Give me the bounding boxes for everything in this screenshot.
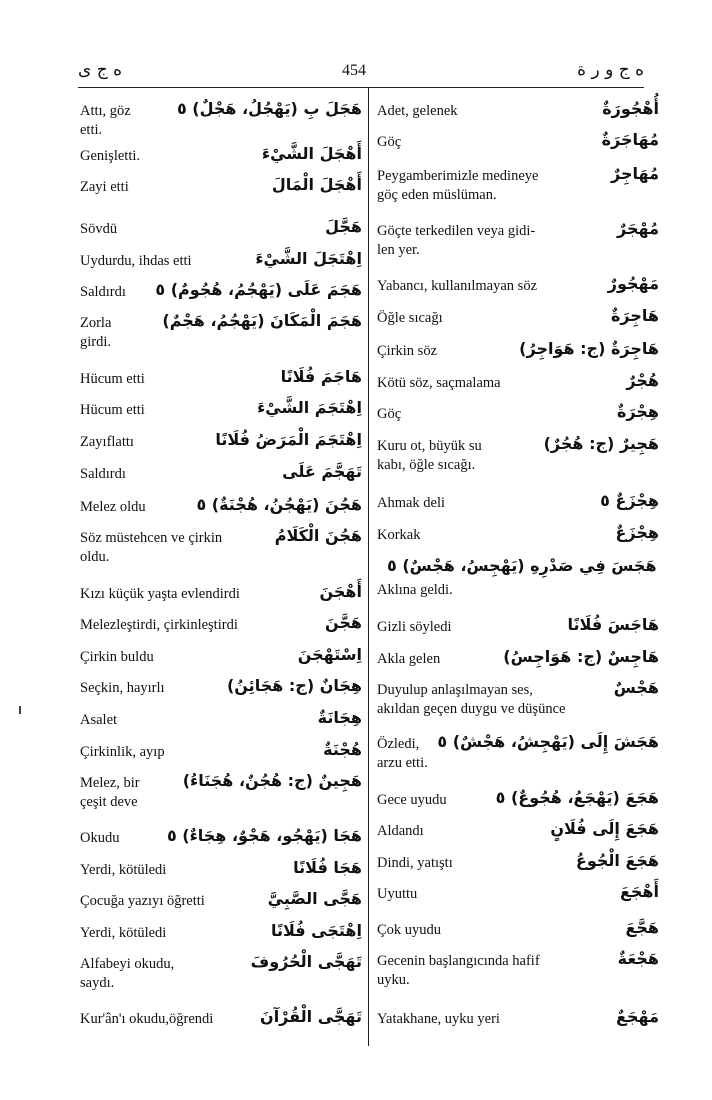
turkish-definition: Alfabeyi okudu,: [80, 956, 175, 972]
dictionary-entry: [80, 771, 362, 812]
column-divider: [368, 88, 369, 1046]
arabic-headword: هَجْسٌ: [613, 678, 659, 697]
turkish-definition: Sövdü: [80, 221, 118, 237]
arabic-headword: أَهْجَلَ الشَّيْءَ: [261, 144, 362, 163]
arabic-headword: هِجْزَعٌ ٥: [600, 491, 659, 510]
dictionary-entry: [80, 398, 362, 420]
dictionary-entry: [80, 645, 362, 667]
dictionary-entry: [377, 164, 659, 205]
turkish-definition: Dindi, yatıştı: [377, 855, 453, 871]
header-left-letters: ه ج ى: [78, 60, 122, 80]
dictionary-entry: [377, 219, 659, 260]
dictionary-entry: [80, 495, 362, 517]
dictionary-entry: [80, 858, 362, 880]
arabic-headword: هَجَعَ الْجُوعُ: [575, 851, 659, 870]
arabic-headword: هَجَا فُلَانًا: [293, 858, 362, 877]
dictionary-entry: [377, 274, 659, 296]
arabic-headword: هَجِيرٌ (ج: هُجُرٌ): [543, 434, 659, 453]
turkish-definition: Melez, bir: [80, 775, 140, 791]
arabic-headword: هَجَمَ عَلَى (يَهْجُمُ، هُجُومٌ) ٥: [155, 280, 362, 299]
arabic-headword: هُجْرٌ: [626, 371, 659, 390]
arabic-headword: مُهَاجَرَةٌ: [601, 130, 659, 149]
turkish-definition: Kur'ân'ı okudu,öğrendi: [80, 1011, 214, 1027]
arabic-headword: اِهْتَجَلَ الشَّيْءَ: [255, 249, 362, 268]
definition-continuation: kabı, öğle sıcağı.: [377, 457, 476, 473]
dictionary-entry: [80, 582, 362, 604]
definition-continuation: Aklına geldi.: [377, 582, 453, 598]
turkish-definition: Çocuğa yazıyı öğretti: [80, 893, 205, 909]
turkish-definition: Kızı küçük yaşta evlendirdi: [80, 586, 240, 602]
turkish-definition: Korkak: [377, 527, 421, 543]
arabic-headword: مُهَاجِرٌ: [611, 164, 659, 183]
arabic-headword: أُهْجُورَةٌ: [602, 99, 659, 118]
arabic-headword: هَجَّى الصَّبِيَّ: [267, 889, 362, 908]
dictionary-entry: [80, 613, 362, 635]
dictionary-entry: [377, 1007, 659, 1029]
turkish-definition: Seçkin, hayırlı: [80, 680, 165, 696]
dictionary-entry: [80, 462, 362, 484]
header-right-letters: ه ج و ر ة: [577, 60, 644, 80]
dictionary-entry: [80, 526, 362, 567]
turkish-definition: Ahmak deli: [377, 495, 446, 511]
arabic-headword: هَجَلَ بِ (يَهْجُلُ، هَجْلٌ) ٥: [176, 99, 362, 118]
turkish-definition: Hücum etti: [80, 371, 145, 387]
arabic-headword: تَهَجَّى الْقُرْآنَ: [260, 1007, 362, 1026]
turkish-definition: Gizli söyledi: [377, 619, 452, 635]
arabic-headword: هَاجَمَ فُلَانًا: [280, 367, 362, 386]
dictionary-entry: [377, 523, 659, 545]
dictionary-entry: [377, 615, 659, 637]
arabic-headword: مُهْجَرٌ: [617, 219, 659, 238]
turkish-definition: Genişletti.: [80, 148, 141, 164]
dictionary-entry: [80, 249, 362, 271]
turkish-definition: Yerdi, kötüledi: [80, 862, 167, 878]
turkish-definition: Özledi,: [377, 736, 420, 752]
turkish-definition: Saldırdı: [80, 466, 126, 482]
dictionary-entry: [377, 558, 659, 600]
turkish-definition: Söz müstehcen ve çirkin: [80, 530, 223, 546]
arabic-headword: هَجِينٌ (ج: هُجُنٌ، هُجَنَاءُ): [182, 771, 362, 790]
arabic-headword: أَهْجَنَ: [319, 582, 362, 601]
dictionary-entry: [80, 740, 362, 762]
definition-continuation: oldu.: [80, 549, 110, 565]
turkish-definition: Uydurdu, ihdas etti: [80, 253, 192, 269]
turkish-definition: Öğle sıcağı: [377, 310, 443, 326]
dictionary-entry: [377, 949, 659, 990]
arabic-headword: هَاجَسَ فُلَانًا: [567, 615, 659, 634]
arabic-headword: هَاجِسٌ (ج: هَوَاجِسُ): [503, 647, 659, 666]
definition-continuation: saydı.: [80, 975, 115, 991]
turkish-definition: Zayıflattı: [80, 434, 134, 450]
turkish-definition: Zorla: [80, 315, 112, 331]
turkish-definition: Asalet: [80, 712, 118, 728]
arabic-headword: هَجَا (يَهْجُو، هَجْوٌ، هِجَاءٌ) ٥: [166, 826, 362, 845]
arabic-headword: أَهْجَلَ الْمَالَ: [271, 175, 362, 194]
header-rule: [78, 87, 644, 88]
definition-continuation: arzu etti.: [377, 755, 428, 771]
arabic-headword: اِهْتَجَمَ الشَّيْءَ: [257, 398, 362, 417]
arabic-headword: هُجْنَةٌ: [323, 740, 362, 759]
turkish-definition: Uyuttu: [377, 886, 418, 902]
turkish-definition: Melezleştirdi, çirkinleştirdi: [80, 617, 238, 633]
dictionary-entry: [377, 130, 659, 152]
dictionary-entry: [377, 434, 659, 475]
turkish-definition: Saldırdı: [80, 284, 126, 300]
dictionary-entry: [377, 99, 659, 121]
arabic-headword: تَهَجَّمَ عَلَى: [282, 462, 362, 481]
definition-continuation: etti.: [80, 122, 103, 138]
turkish-definition: Peygamberimizle medineye: [377, 168, 539, 184]
dictionary-entry: [377, 851, 659, 873]
dictionary-entry: [377, 788, 659, 810]
definition-continuation: uyku.: [377, 972, 410, 988]
dictionary-entry: [377, 918, 659, 940]
turkish-definition: Attı, göz: [80, 103, 131, 119]
dictionary-entry: [80, 144, 362, 166]
dictionary-entry: [377, 371, 659, 393]
dictionary-entry: [377, 819, 659, 841]
dictionary-entry: [377, 732, 659, 773]
turkish-definition: Akla gelen: [377, 651, 441, 667]
turkish-definition: Okudu: [80, 830, 120, 846]
arabic-headword: هَجَّعَ: [625, 918, 659, 937]
arabic-headword: هَجَمَ الْمَكَانَ (يَهْجُمُ، هَجْمٌ): [162, 311, 362, 330]
arabic-headword: اِسْتَهْجَنَ: [297, 645, 362, 664]
dictionary-entry: [80, 311, 362, 352]
turkish-definition: Kuru ot, büyük su: [377, 438, 482, 454]
turkish-definition: Adet, gelenek: [377, 103, 458, 119]
definition-continuation: göç eden müslüman.: [377, 187, 497, 203]
margin-mark: [19, 706, 21, 714]
definition-continuation: girdi.: [80, 334, 112, 350]
arabic-headword: هَجَسَ فِي صَدْرِهِ (يَهْجِسُ، هَجْسٌ) ٥: [387, 556, 657, 575]
arabic-headword: هَجُنَ الْكَلَامُ: [274, 526, 362, 545]
arabic-headword: هَجَعَ إِلَى فُلَانٍ: [550, 819, 659, 838]
arabic-headword: هِجَانٌ (ج: هَجَائِنُ): [226, 676, 362, 695]
turkish-definition: Zayi etti: [80, 179, 129, 195]
arabic-headword: مَهْجُورٌ: [607, 274, 659, 293]
dictionary-entry: [80, 175, 362, 197]
arabic-headword: هَجَشَ إِلَى (يَهْجِشُ، هَجْشٌ) ٥: [437, 732, 659, 751]
turkish-definition: Yatakhane, uyku yeri: [377, 1011, 500, 1027]
arabic-headword: مَهْجَعٌ: [616, 1007, 659, 1026]
dictionary-entry: [80, 889, 362, 911]
turkish-definition: Duyulup anlaşılmayan ses,: [377, 682, 533, 698]
definition-continuation: akıldan geçen duygu ve düşünce: [377, 701, 566, 717]
dictionary-entry: [377, 678, 659, 719]
turkish-definition: Çirkinlik, ayıp: [80, 744, 165, 760]
turkish-definition: Kötü söz, saçmalama: [377, 375, 501, 391]
arabic-headword: اِهْتَجَمَ الْمَرَضُ فُلَانًا: [215, 430, 362, 449]
arabic-headword: هَاجِرَةٌ: [610, 306, 659, 325]
turkish-definition: Gece uyudu: [377, 792, 447, 808]
turkish-definition: Çok uyudu: [377, 922, 442, 938]
arabic-headword: هِجَانَةٌ: [317, 708, 362, 727]
arabic-headword: تَهَجَّى الْحُرُوفَ: [250, 952, 362, 971]
definition-continuation: çeşit deve: [80, 794, 138, 810]
arabic-headword: هَاجِرَةٌ (ج: هَوَاجِرُ): [519, 339, 659, 358]
turkish-definition: Göç: [377, 134, 402, 150]
arabic-headword: هَجْعَةٌ: [617, 949, 659, 968]
arabic-headword: هَجَعَ (يَهْجَعُ، هُجُوعٌ) ٥: [495, 788, 659, 807]
turkish-definition: Hücum etti: [80, 402, 145, 418]
dictionary-entry: [377, 491, 659, 513]
dictionary-entry: [80, 708, 362, 730]
turkish-definition: Göç: [377, 406, 402, 422]
dictionary-entry: [80, 217, 362, 239]
turkish-definition: Aldandı: [377, 823, 424, 839]
dictionary-entry: [80, 921, 362, 943]
dictionary-entry: [80, 826, 362, 848]
turkish-definition: Gecenin başlangıcında hafif: [377, 953, 540, 969]
dictionary-entry: [377, 339, 659, 361]
arabic-headword: هِجْزَعٌ: [615, 523, 659, 542]
dictionary-entry: [377, 882, 659, 904]
dictionary-entry: [80, 280, 362, 302]
dictionary-entry: [377, 306, 659, 328]
turkish-definition: Çirkin buldu: [80, 649, 154, 665]
definition-continuation: len yer.: [377, 242, 420, 258]
turkish-definition: Yabancı, kullanılmayan söz: [377, 278, 538, 294]
dictionary-entry: [80, 1007, 362, 1029]
dictionary-entry: [80, 676, 362, 698]
dictionary-entry: [80, 367, 362, 389]
dictionary-entry: [80, 430, 362, 452]
arabic-headword: هِجْرَةٌ: [616, 402, 659, 421]
dictionary-entry: [80, 99, 362, 140]
page-number: 454: [342, 62, 366, 79]
turkish-definition: Yerdi, kötüledi: [80, 925, 167, 941]
arabic-headword: أَهْجَعَ: [619, 882, 659, 901]
page-header: [78, 54, 644, 84]
arabic-headword: هَجَّنَ: [324, 613, 362, 632]
turkish-definition: Göçte terkedilen veya gidi-: [377, 223, 536, 239]
turkish-definition: Çirkin söz: [377, 343, 438, 359]
arabic-headword: هَجَّلَ: [325, 217, 362, 236]
dictionary-entry: [80, 952, 362, 993]
arabic-headword: اِهْتَجَى فُلَانًا: [270, 921, 362, 940]
arabic-headword: هَجُنَ (يَهْجُنُ، هُجْنَةٌ) ٥: [196, 495, 362, 514]
turkish-definition: Melez oldu: [80, 499, 146, 515]
dictionary-entry: [377, 402, 659, 424]
dictionary-entry: [377, 647, 659, 669]
